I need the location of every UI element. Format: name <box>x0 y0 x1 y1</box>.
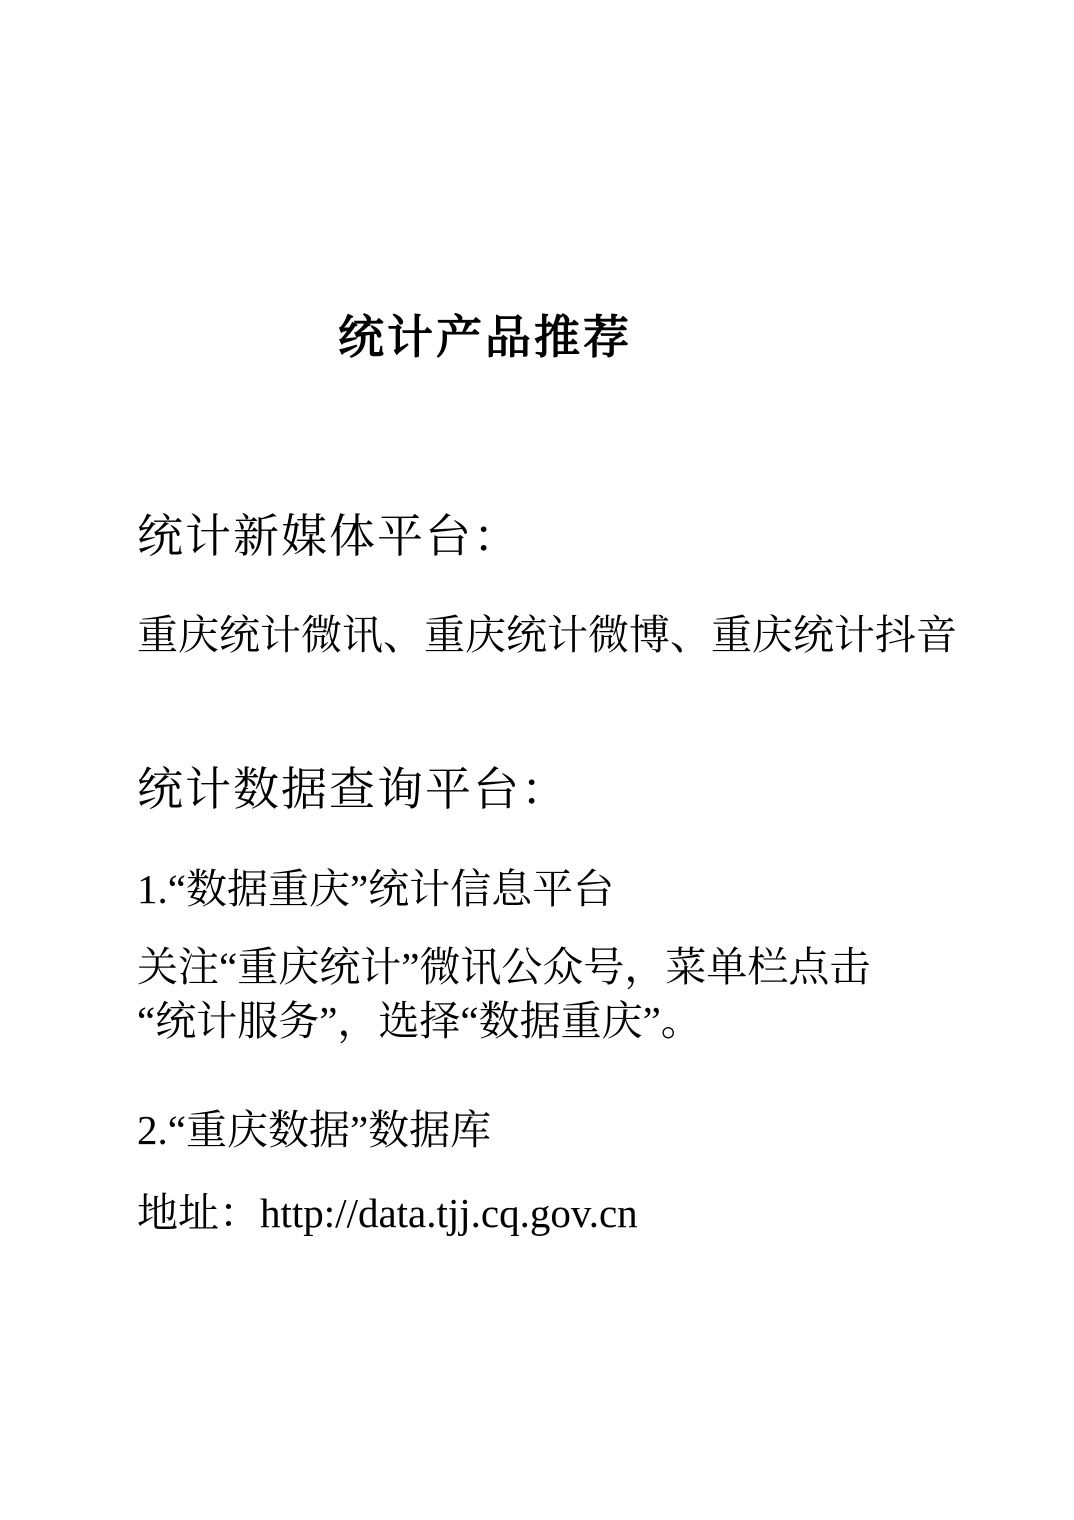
new-media-platforms-line: 重庆统计微讯、重庆统计微博、重庆统计抖音 <box>137 612 957 658</box>
query-item-1-description-line-2: “统计服务”，选择“数据重庆”。 <box>137 998 702 1044</box>
database-address-line <box>137 1190 638 1237</box>
query-item-1-title: 1.“数据重庆”统计信息平台 <box>137 866 615 912</box>
address-label: 地址： <box>137 1190 260 1236</box>
section-heading-new-media: 统计新媒体平台： <box>137 511 521 562</box>
address-url-text: http://data.tjj.cq.gov.cn <box>260 1190 638 1236</box>
query-item-1-description-line-1: 关注“重庆统计”微讯公众号，菜单栏点击 <box>137 944 871 990</box>
query-item-2-title: 2.“重庆数据”数据库 <box>137 1107 492 1153</box>
section-heading-query: 统计数据查询平台： <box>137 764 569 815</box>
query-item-1-description <box>137 940 870 1048</box>
page-title: 统计产品推荐 <box>338 312 632 363</box>
